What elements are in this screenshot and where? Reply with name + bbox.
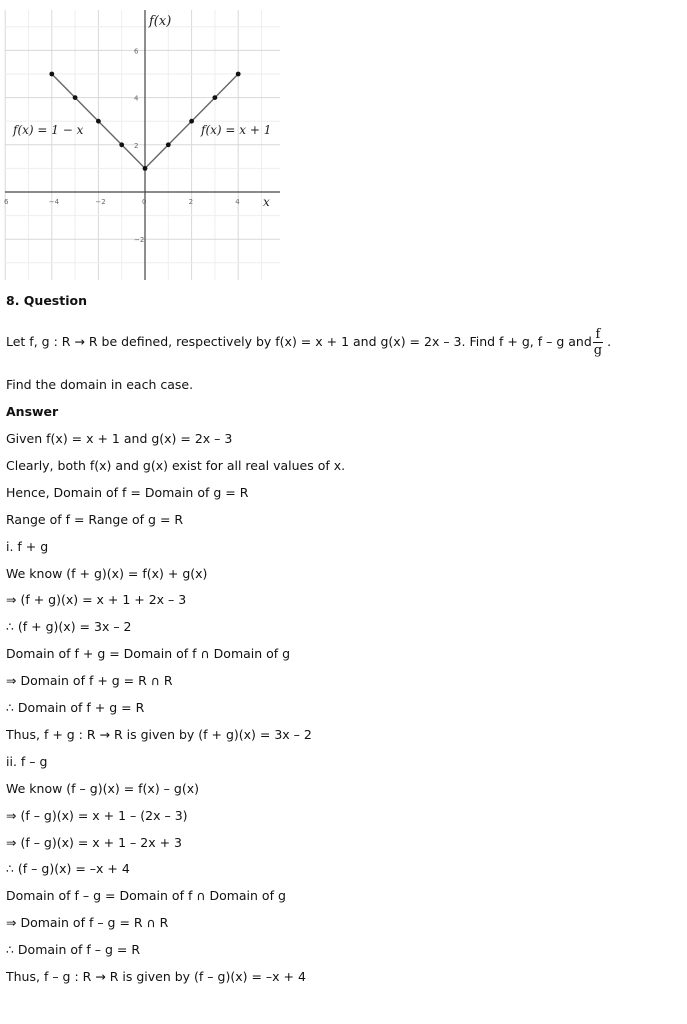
data-point <box>213 95 218 100</box>
question-text: Let f, g : R → R be defined, respectively by f(x) = x + 1 and g(x) = 2x – 3. Find f + g, f – g and <box>6 334 592 349</box>
y-axis-label: f(x) <box>149 14 172 29</box>
answer-line: Clearly, both f(x) and g(x) exist for all real values of x. <box>6 457 346 473</box>
answer-line: Range of f = Range of g = R <box>6 511 184 527</box>
question-domain-line: Find the domain in each case. <box>6 377 194 392</box>
x-tick-label: −4 <box>48 198 60 206</box>
answer-line: ii. f – g <box>6 753 48 769</box>
answer-line: Domain of f + g = Domain of f ∩ Domain of g <box>6 646 291 662</box>
answer-line: ∴ (f – g)(x) = –x + 4 <box>6 861 130 877</box>
function-graph <box>0 0 290 285</box>
x-tick-label: 2 <box>188 198 194 206</box>
x-axis-label: x <box>263 195 270 209</box>
data-point <box>73 95 78 100</box>
fraction-denominator: g <box>593 343 603 358</box>
question-heading: 8. Question <box>6 293 87 308</box>
answer-line: Given f(x) = x + 1 and g(x) = 2x – 3 <box>6 431 233 446</box>
question-text-end: . <box>607 334 612 349</box>
answer-line: ⇒ (f – g)(x) = x + 1 – (2x – 3) <box>6 807 188 823</box>
data-point <box>143 166 148 171</box>
y-tick-label: 4 <box>134 94 139 103</box>
y-tick-label: 6 <box>134 47 139 56</box>
data-point <box>189 119 194 124</box>
data-point <box>236 72 241 77</box>
left-function-label: f(x) = 1 − x <box>13 123 84 137</box>
y-tick-label: 2 <box>134 141 139 150</box>
answer-line: Thus, f – g : R → R is given by (f – g)(x) = –x + 4 <box>6 969 306 984</box>
answer-line: ∴ Domain of f + g = R <box>6 700 145 715</box>
answer-line: i. f + g <box>6 538 49 554</box>
right-function-label: f(x) = x + 1 <box>201 123 272 137</box>
answer-line: ∴ Domain of f – g = R <box>6 942 141 958</box>
answer-line: ⇒ (f + g)(x) = x + 1 + 2x – 3 <box>6 592 187 608</box>
data-point <box>49 72 54 77</box>
answer-line: Hence, Domain of f = Domain of g = R <box>6 484 249 500</box>
answer-line: ∴ (f + g)(x) = 3x – 2 <box>6 619 132 635</box>
answer-line: Domain of f – g = Domain of f ∩ Domain of g <box>6 888 286 904</box>
fraction-numerator: f <box>593 327 603 343</box>
question-text-line <box>6 322 611 362</box>
data-point <box>96 119 101 124</box>
answer-line: We know (f + g)(x) = f(x) + g(x) <box>6 565 208 581</box>
x-tick-label: −2 <box>95 198 106 206</box>
x-tick-label: 6 <box>4 198 9 206</box>
answer-line: Thus, f + g : R → R is given by (f + g)(x) = 3x – 2 <box>6 726 312 742</box>
answer-line: ⇒ Domain of f – g = R ∩ R <box>6 915 169 931</box>
y-tick-label: −2 <box>134 236 145 245</box>
x-tick-label: 0 <box>142 198 147 206</box>
fraction-f-over-g <box>593 327 603 358</box>
answer-line: ⇒ Domain of f + g = R ∩ R <box>6 673 173 689</box>
data-point <box>166 142 171 147</box>
answer-line: ⇒ (f – g)(x) = x + 1 – 2x + 3 <box>6 834 182 850</box>
answer-heading: Answer <box>6 404 59 419</box>
data-point <box>119 142 124 147</box>
answer-line: We know (f – g)(x) = f(x) – g(x) <box>6 780 199 796</box>
x-tick-label: 4 <box>235 198 240 206</box>
